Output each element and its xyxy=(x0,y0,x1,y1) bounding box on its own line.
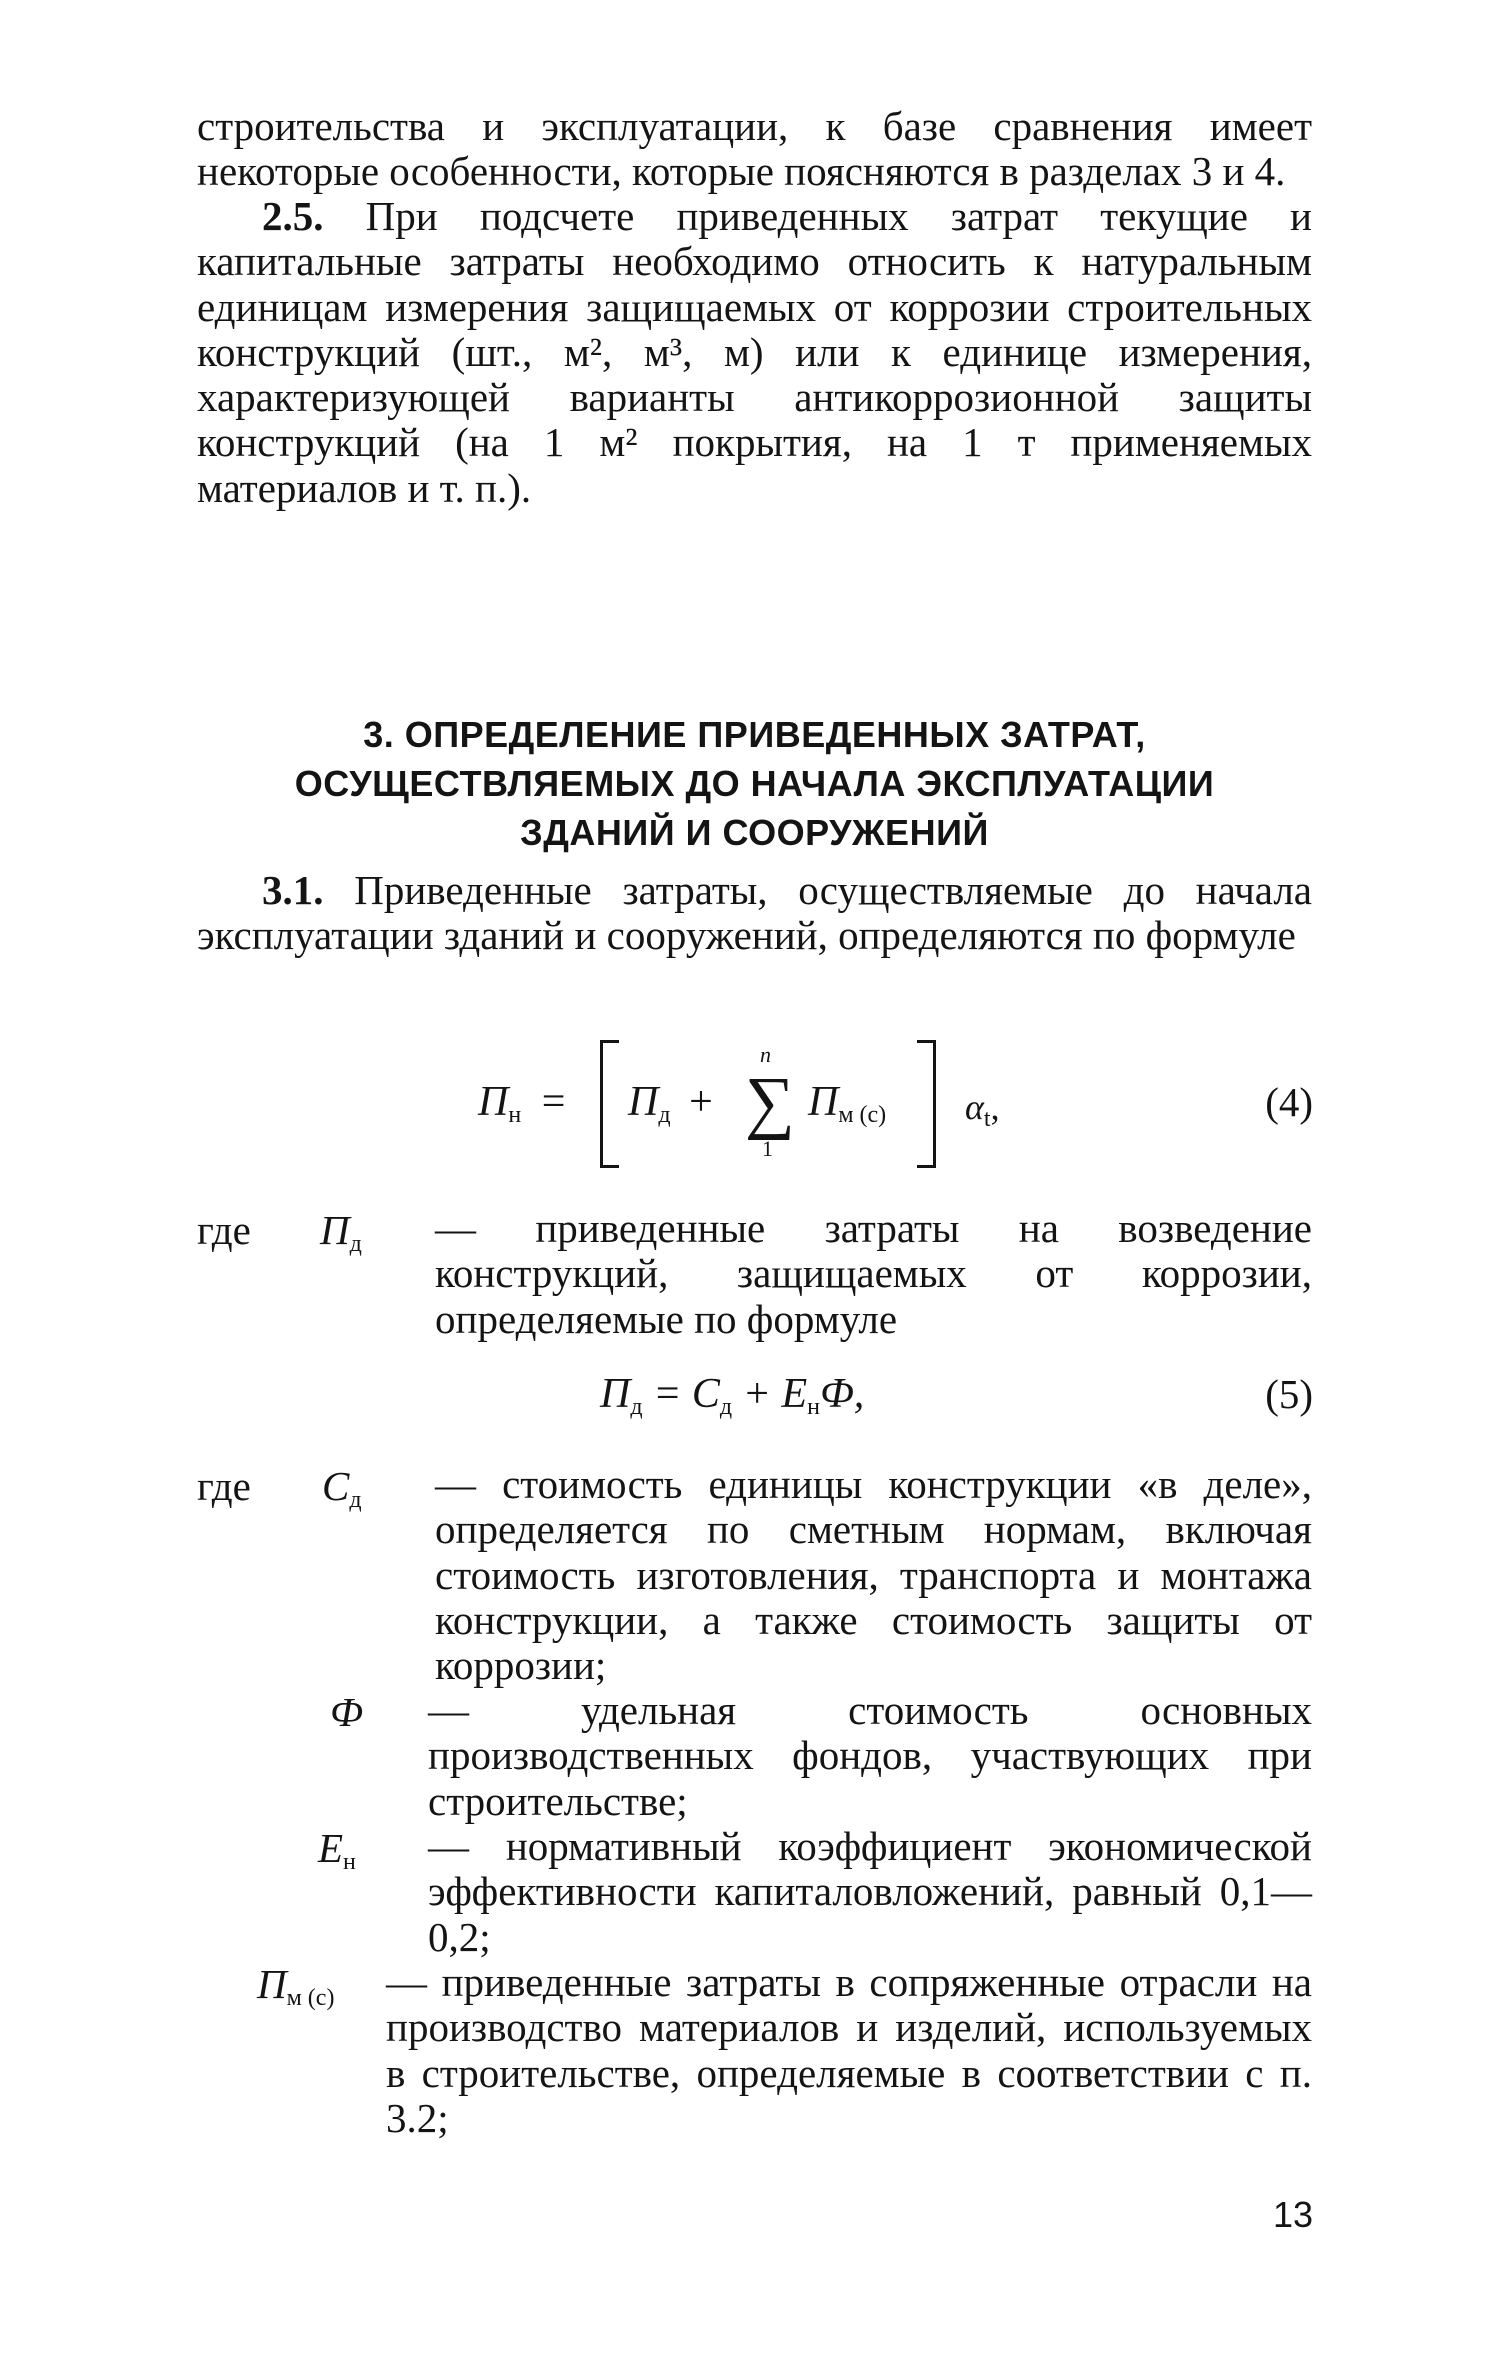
formula-alpha: $\alpha_t$, xyxy=(965,1087,1000,1132)
page-number: 13 xyxy=(1272,2194,1313,2235)
sum-lower-limit: 1 xyxy=(762,1136,773,1161)
sum-upper-limit: n xyxy=(760,1042,771,1067)
formula-term-pm: $П_{м (с)}$ xyxy=(808,1079,887,1128)
intro-text: строительства и эксплуатации, к базе сравнения имеет некоторые особенности, которые поясняются в разделах 3 и 4. xyxy=(197,103,1312,195)
formula-term-pd: $П_д$ + xyxy=(628,1079,713,1128)
paragraph-number: 3.1. xyxy=(262,867,324,913)
paragraph-number: 2.5. xyxy=(262,193,324,239)
where-label: где xyxy=(197,1207,251,1253)
where-label: где xyxy=(197,1463,251,1509)
definition-pd: — приведенные затраты на возведение конструкций, защищаемых от коррозии, определяемые по формуле xyxy=(435,1205,1312,1342)
intro-paragraph xyxy=(197,104,1312,195)
paragraph-2-5 xyxy=(197,194,1312,511)
definition-pm: — приведенные затраты в сопряженные отрасли на производство материалов и изделий, используемых в строительстве, определяемые в соответствии с п. 3.2; xyxy=(386,1959,1312,2141)
term-pm: $П_{м (с)}$ xyxy=(257,1961,335,2011)
paragraph-3-1 xyxy=(197,868,1312,959)
paragraph-text: Приведенные затраты, осуществляемые до начала эксплуатации зданий и сооружений, определяются по формуле xyxy=(197,867,1312,959)
heading-line-3: ЗДАНИЙ И СООРУЖЕНИЙ xyxy=(520,812,989,853)
formula-lhs: $П_н$ = xyxy=(478,1079,566,1128)
sum-sign: ∑ xyxy=(745,1064,795,1141)
section-heading xyxy=(197,710,1312,857)
definition-en: — нормативный коэффициент экономической эффективности капиталовложений, равный 0,1—0,2; xyxy=(428,1823,1312,1960)
definition-cd: — стоимость единицы конструкции «в деле», определяется по сметным нормам, включая стоимость изготовления, транспорта и монтажа конструкции, а также стоимость защиты от коррозии; xyxy=(435,1461,1312,1689)
right-bracket xyxy=(917,1040,936,1168)
term-en: $Е_н$ xyxy=(318,1825,356,1875)
term-f: Ф xyxy=(330,1689,363,1735)
formula-5: $П_д = С_д + Е_нФ$, xyxy=(600,1371,865,1420)
equation-number-5: (5) xyxy=(1265,1371,1313,1417)
definition-f: — удельная стоимость основных производственных фондов, участвующих при строительстве; xyxy=(428,1687,1312,1824)
term-pd: $П_д$ xyxy=(320,1207,362,1257)
term-cd: $С_д$ xyxy=(322,1463,362,1513)
paragraph-text: При подсчете приведенных затрат текущие и капитальные затраты необходимо относить к натуральным единицам измерения защищаемых от коррозии строительных конструкций (шт., м², м³, м) или к единице измерения, характеризующей варианты антикоррозионной защиты конструкций (на 1 м² покрытия, на 1 т применяемых материалов и т. п.). xyxy=(197,193,1313,511)
equation-number-4: (4) xyxy=(1265,1079,1313,1125)
left-bracket xyxy=(600,1040,619,1168)
heading-line-2: ОСУЩЕСТВЛЯЕМЫХ ДО НАЧАЛА ЭКСПЛУАТАЦИИ xyxy=(294,763,1215,804)
heading-line-1: 3. ОПРЕДЕЛЕНИЕ ПРИВЕДЕННЫХ ЗАТРАТ, xyxy=(363,714,1146,755)
